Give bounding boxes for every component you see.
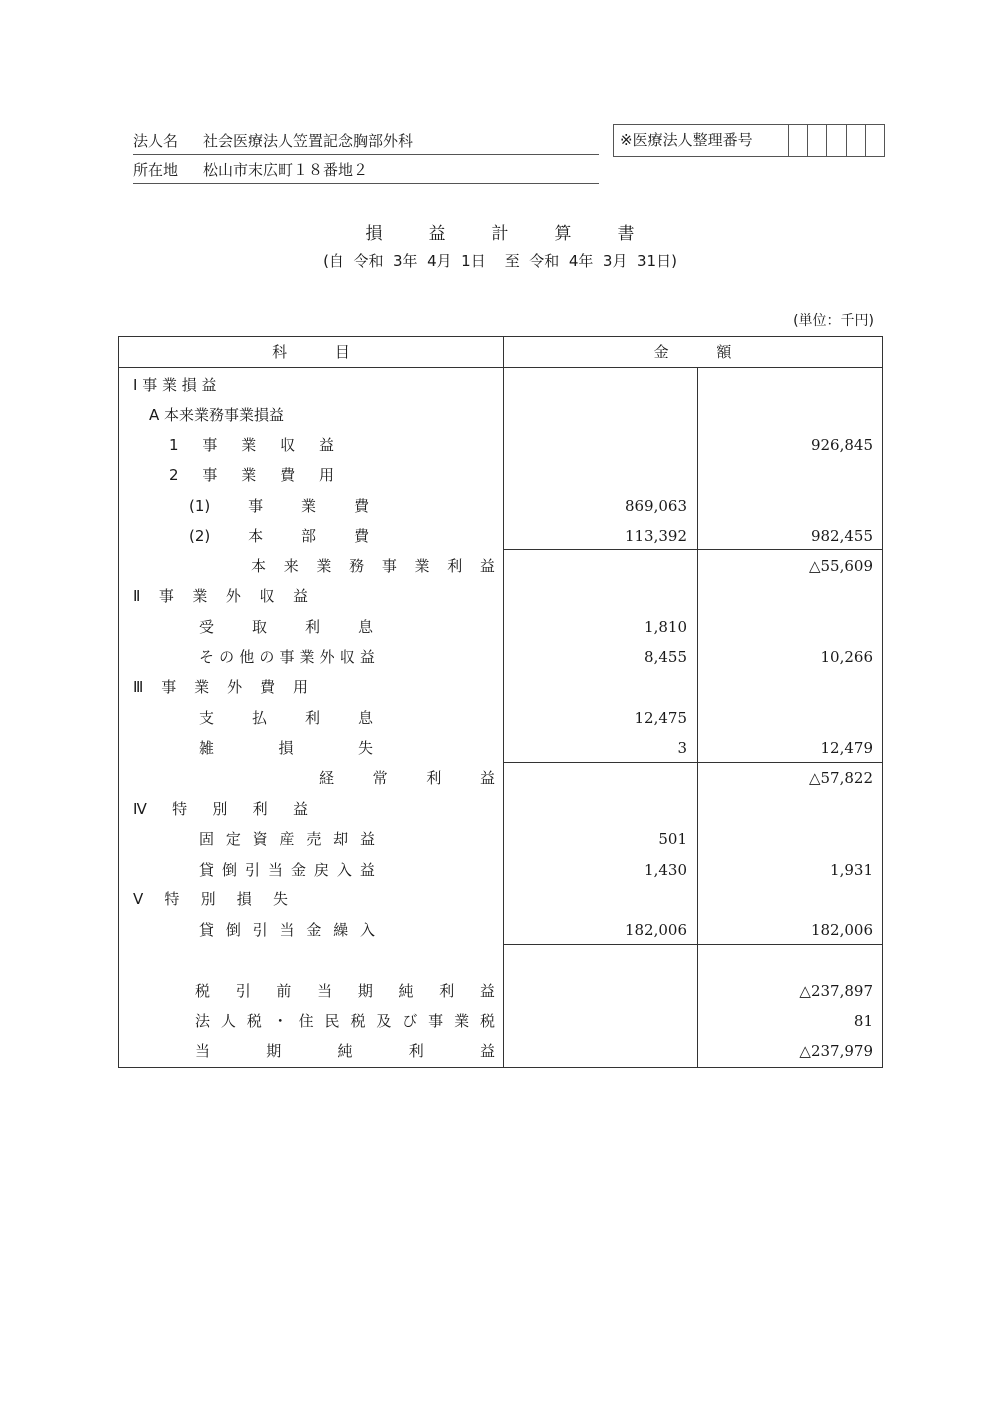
registration-digit-cell: [789, 125, 808, 156]
registration-digit-cell: [866, 125, 884, 156]
row-amount-detail: [517, 370, 687, 400]
document-title: 損益計算書: [365, 224, 681, 244]
row-label: Ⅰ 事 業 損 益: [133, 376, 217, 394]
row-label: [199, 945, 375, 975]
row-amount-total: [703, 491, 873, 521]
row-label: Ⅱ 事 業 外 収 益: [133, 587, 308, 605]
row-amount-total: [703, 703, 873, 733]
row-amount-detail: [517, 430, 687, 460]
row-label: Ⅲ 事 業 外 費 用: [133, 678, 308, 696]
item-column-header: 科 目: [272, 343, 350, 361]
row-amount-total: 982,455: [810, 527, 873, 545]
address-label: 所在地: [133, 161, 179, 179]
row-amount-total: [703, 400, 873, 430]
row-amount-detail: 869,063: [624, 497, 687, 515]
row-amount-detail: [517, 1006, 687, 1036]
row-amount-detail: [517, 1036, 687, 1066]
row-label: 本 来 業 務 事 業 利 益: [251, 557, 495, 575]
row-label: 雑 損 失: [199, 739, 373, 757]
corp-name-label: 法人名: [133, 132, 179, 150]
row-label: 貸 倒 引 当 金 繰 入: [199, 921, 375, 939]
row-amount-detail: [517, 763, 687, 793]
amount-column-header: 金 額: [653, 343, 732, 361]
row-label: そ の 他 の 事 業 外 収 益: [199, 648, 375, 666]
row-amount-detail: [517, 794, 687, 824]
row-label: 法 人 税 ・ 住 民 税 及 び 事 業 税: [195, 1012, 495, 1030]
row-label: 固 定 資 産 売 却 益: [199, 830, 375, 848]
row-label: 支 払 利 息: [199, 709, 373, 727]
row-amount-total: [703, 672, 873, 702]
row-label: Ⅴ 特 別 損 失: [133, 890, 288, 908]
row-amount-total: [703, 824, 873, 854]
row-amount-detail: 182,006: [624, 921, 687, 939]
row-amount-detail: [517, 581, 687, 611]
row-amount-detail: [517, 884, 687, 914]
row-amount-detail: 113,392: [624, 527, 687, 545]
row-label: Ⅳ 特 別 利 益: [133, 800, 308, 818]
row-label: 税 引 前 当 期 純 利 益: [195, 982, 495, 1000]
row-amount-detail: [517, 976, 687, 1006]
row-amount-detail: 12,475: [634, 709, 687, 727]
row-label: (2) 本 部 費: [189, 527, 369, 545]
corp-name-line: [133, 128, 599, 155]
row-amount-total: 10,266: [820, 648, 873, 666]
header-divider: [119, 367, 882, 368]
address-line: [133, 157, 599, 184]
row-amount-detail: 8,455: [644, 648, 687, 666]
unit-note: (単位：千円): [793, 313, 874, 329]
row-label: 経 常 利 益: [319, 769, 495, 787]
row-amount-detail: 3: [677, 739, 687, 757]
row-amount-total: 1,931: [830, 861, 873, 879]
registration-digit-cell: [827, 125, 846, 156]
row-amount-detail: [517, 672, 687, 702]
row-label: 1 事 業 収 益: [169, 436, 334, 454]
row-amount-total: △237,979: [799, 1042, 873, 1060]
row-amount-total: [703, 460, 873, 490]
income-statement-table: [118, 336, 883, 1068]
row-amount-detail: 501: [658, 830, 687, 848]
row-label: 当 期 純 利 益: [195, 1042, 495, 1060]
row-amount-total: △237,897: [799, 982, 873, 1000]
row-amount-total: [703, 612, 873, 642]
fiscal-period: (自 令和 3年 4月 1日 至 令和 4年 3月 31日): [323, 252, 677, 270]
row-amount-detail: 1,810: [644, 618, 687, 636]
registration-digit-cell: [808, 125, 827, 156]
corp-name-value: 社会医療法人笠置記念胸部外科: [203, 132, 414, 150]
row-amount-total: [703, 945, 873, 975]
row-amount-total: 12,479: [820, 739, 873, 757]
row-amount-total: [703, 370, 873, 400]
row-amount-detail: [517, 460, 687, 490]
row-amount-detail: [517, 945, 687, 975]
row-amount-total: 926,845: [810, 436, 873, 454]
row-label: 2 事 業 費 用: [169, 466, 334, 484]
row-amount-detail: [517, 400, 687, 430]
row-amount-total: [703, 581, 873, 611]
registration-digit-cell: [847, 125, 866, 156]
address-value: 松山市末広町１８番地２: [203, 161, 369, 179]
row-amount-total: [703, 794, 873, 824]
row-label: (1) 事 業 費: [189, 497, 369, 515]
registration-number-label: ※医療法人整理番号: [614, 125, 789, 156]
row-amount-detail: 1,430: [644, 861, 687, 879]
row-label: 貸 倒 引 当 金 戻 入 益: [199, 861, 375, 879]
row-label: A 本来業務事業損益: [149, 406, 285, 424]
row-amount-total: 182,006: [810, 921, 873, 939]
column-divider: [503, 337, 504, 1067]
row-label: 受 取 利 息: [199, 618, 373, 636]
column-divider: [697, 367, 698, 1067]
registration-number-box: [613, 124, 885, 157]
row-amount-total: 81: [853, 1012, 873, 1030]
row-amount-total: △57,822: [808, 769, 873, 787]
row-amount-total: [703, 884, 873, 914]
row-amount-detail: [517, 551, 687, 581]
row-amount-total: △55,609: [808, 557, 873, 575]
